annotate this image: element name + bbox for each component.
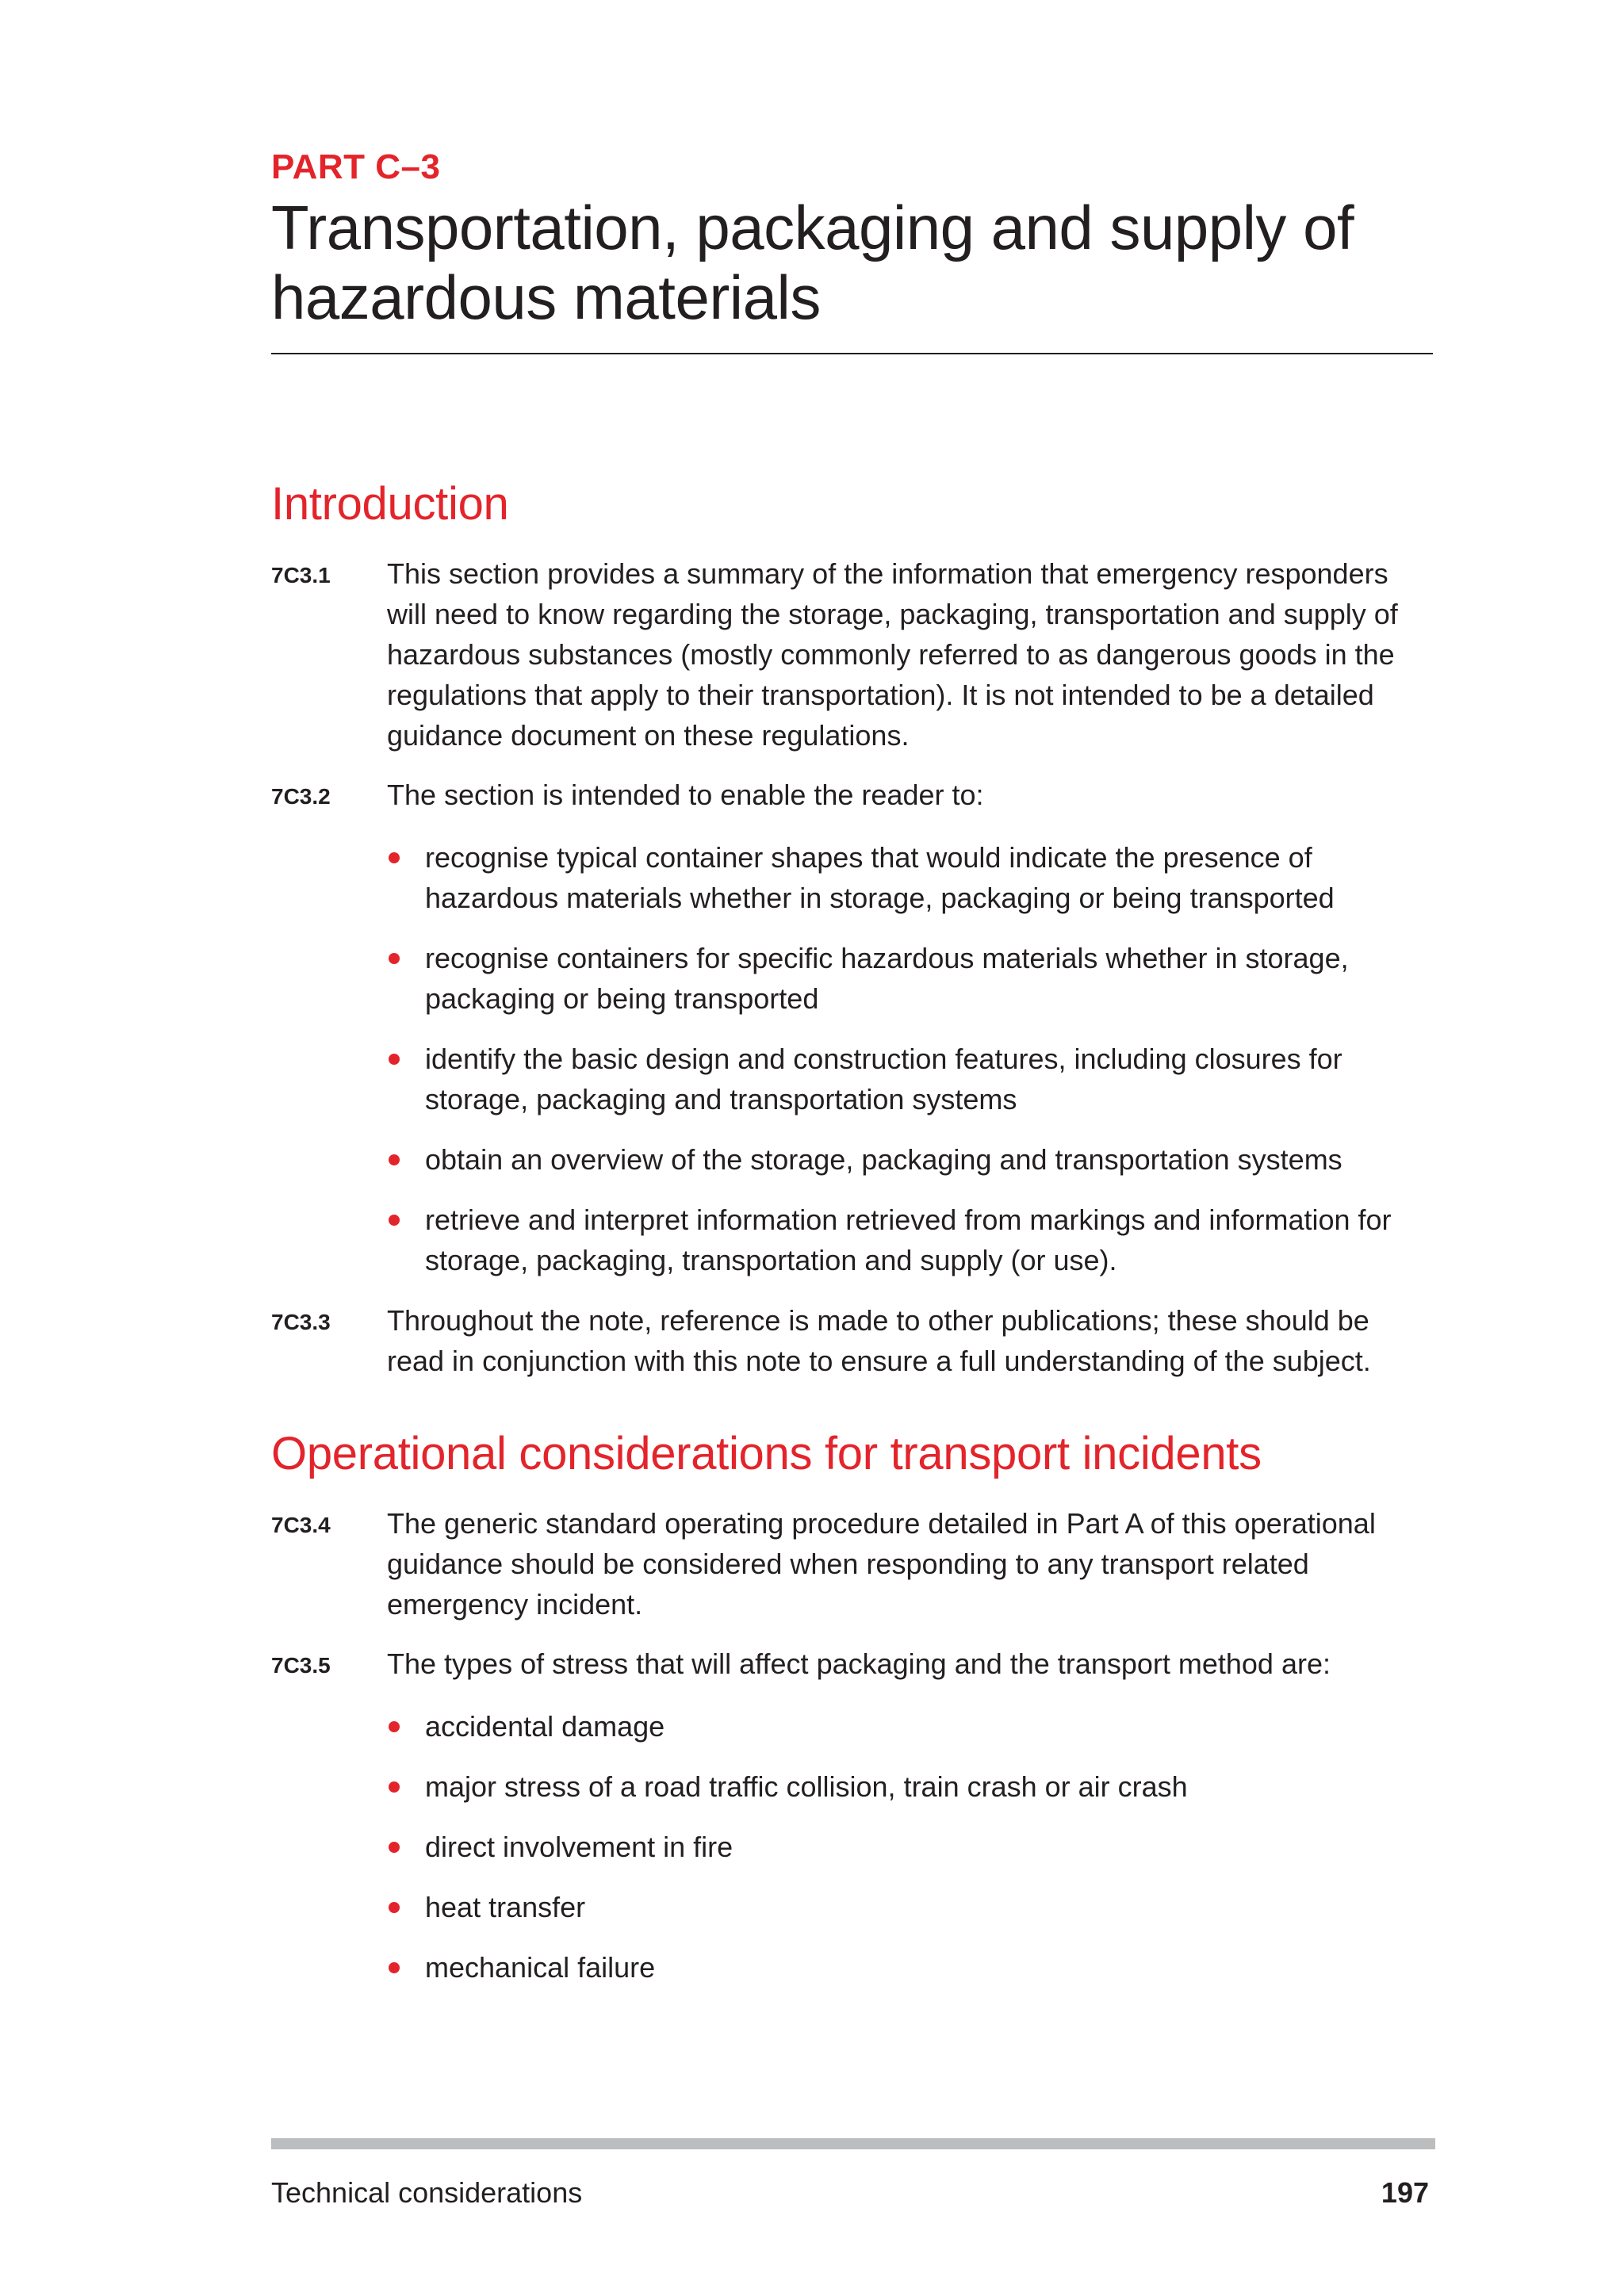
bullet-icon [389,953,400,964]
bullet-icon [389,1781,400,1793]
list-item [387,1887,1433,1927]
list-item [387,1200,1433,1280]
paragraph-number: 7C3.1 [271,563,331,587]
page-content [271,147,1433,2007]
paragraph-number: 7C3.3 [271,1310,331,1334]
bullet-icon [389,852,400,863]
paragraph-7c3-1 [271,553,1433,756]
page-title [271,193,1433,332]
page-title-line-1: Transportation, packaging and supply of [271,193,1354,262]
paragraph-7c3-2 [271,775,1433,817]
list-item [387,1039,1433,1119]
bullet-icon [389,1215,400,1226]
list-item [387,938,1433,1019]
list-item [387,1766,1433,1807]
footer-divider [271,2138,1435,2149]
bullet-icon [389,1962,400,1973]
paragraph-7c3-3 [271,1300,1433,1381]
list-item-text: accidental damage [425,1710,665,1743]
section-heading-operational-considerations: Operational considerations for transport incidents [271,1428,1262,1479]
bullet-list-stress-types [387,1706,1433,1988]
list-item-text: retrieve and interpret information retrieved from markings and information for storage, packaging, transportation and supply (or use). [425,1203,1392,1276]
list-item-text: direct involvement in fire [425,1831,733,1863]
bullet-icon [389,1721,400,1732]
paragraph-number: 7C3.4 [271,1513,331,1537]
bullet-list-reader-objectives [387,837,1433,1280]
paragraph-text: This section provides a summary of the information that emergency responders will need to know regarding the storage, packaging, transportation and supply of hazardous substances (mostly commonly referred to as dangerous goods in the regulations that apply to their transportation). It is not intended to be a detailed guidance document on these regulations. [387,557,1398,752]
list-item-text: recognise typical container shapes that would indicate the presence of hazardous materials whether in storage, packaging or being transported [425,841,1335,914]
list-item [387,837,1433,918]
bullet-icon [389,1842,400,1853]
paragraph-text: The generic standard operating procedure detailed in Part A of this operational guidance should be considered when responding to any transport related emergency incident. [387,1507,1376,1621]
footer-section-name: Technical considerations [271,2176,583,2209]
page-title-line-2: hazardous materials [271,262,821,332]
bullet-icon [389,1154,400,1165]
list-item [387,1706,1433,1747]
paragraph-number: 7C3.2 [271,784,331,809]
footer-page-number: 197 [1381,2176,1429,2209]
list-item [387,1947,1433,1988]
bullet-icon [389,1054,400,1065]
list-item-text: heat transfer [425,1891,586,1923]
paragraph-text: The types of stress that will affect packaging and the transport method are: [387,1647,1331,1680]
title-divider [271,353,1433,354]
section-heading-introduction: Introduction [271,478,509,530]
list-item [387,1827,1433,1867]
bullet-icon [389,1902,400,1913]
paragraph-number: 7C3.5 [271,1653,331,1678]
paragraph-text: Throughout the note, reference is made to other publications; these should be read in conjunction with this note to ensure a full understanding of the subject. [387,1304,1371,1377]
part-label: PART C–3 [271,147,441,186]
list-item [387,1139,1433,1180]
list-item-text: recognise containers for specific hazardous materials whether in storage, packaging or being transported [425,942,1349,1015]
paragraph-7c3-4 [271,1503,1433,1624]
list-item-text: major stress of a road traffic collision, train crash or air crash [425,1770,1188,1803]
list-item-text: identify the basic design and construction features, including closures for storage, packaging and transportation systems [425,1043,1342,1115]
paragraph-text: The section is intended to enable the reader to: [387,779,984,811]
list-item-text: mechanical failure [425,1951,656,1984]
list-item-text: obtain an overview of the storage, packaging and transportation systems [425,1143,1342,1176]
paragraph-7c3-5 [271,1644,1433,1686]
